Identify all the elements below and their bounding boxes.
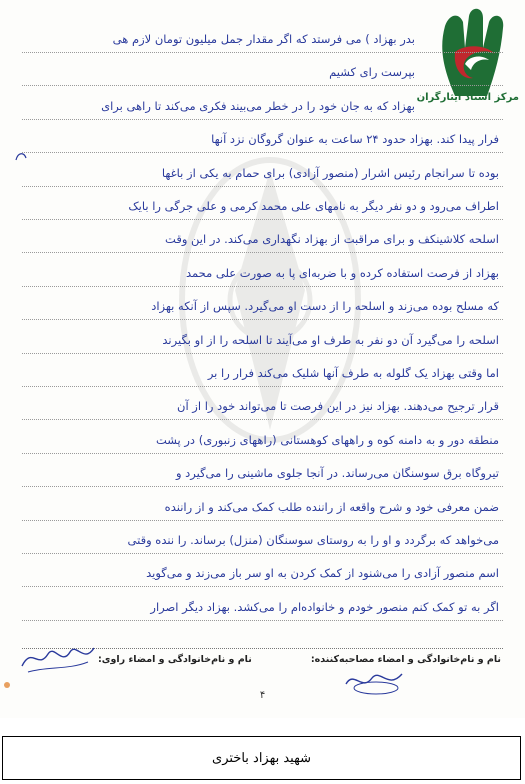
- ruled-line: [22, 353, 503, 354]
- ruled-line: [22, 486, 503, 487]
- ruled-line: [22, 52, 503, 53]
- handwritten-line: اسلحه کلاشینکف و برای مراقبت از بهزاد نگهداری می‌کند. در این وقت: [165, 232, 499, 247]
- handwritten-line: اما وقتی بهزاد یک گلوله به طرف آنها شلیک می‌کند فرار را بر: [207, 366, 499, 380]
- handwritten-line: اگر به تو کمک کنم منصور خودم و خانواده‌ام را می‌کشد. بهزاد دیگر اصرار: [150, 599, 499, 614]
- archive-logo-icon: [425, 8, 517, 104]
- handwritten-line: فرار پیدا کند. بهزاد حدود ۲۴ ساعت به عنوان گروگان نزد آنها: [211, 132, 499, 147]
- handwritten-line: منطقه دور و به دامنه کوه و راههای کوهستانی (راههای زنبوری) در پشت: [155, 432, 499, 447]
- handwritten-line: اسلحه را می‌گیرد آن دو نفر به طرف او می‌آیند تا اسلحه را از او بگیرند: [162, 332, 499, 347]
- handwritten-line: بهزاد از فرصت استفاده کرده و با ضربه‌ای پا به صورت علی محمد: [185, 265, 499, 280]
- ruled-line: [22, 419, 503, 420]
- ruled-line: [22, 85, 503, 86]
- ruled-line: [22, 553, 503, 554]
- ruled-line: [22, 620, 503, 621]
- ruled-line: [22, 119, 503, 120]
- ruled-line: [22, 520, 503, 521]
- ruled-line: [22, 219, 503, 220]
- margin-mark-icon: [14, 150, 28, 164]
- handwritten-line: اسم منصور آزادی را می‌شنود از کمک کردن به او سر باز می‌زند و می‌گوید: [146, 566, 499, 581]
- handwritten-line: اطراف می‌رود و دو نفر دیگر به نامهای علی محمد کرمی و علی جرگی را بایک: [128, 199, 499, 213]
- handwritten-line: بوده تا سرانجام رئیس اشرار (منصور آزادی) برای حمام به یکی از باغها: [161, 165, 499, 180]
- caption-box: [2, 736, 521, 780]
- handwritten-line: ضمن معرفی خود و شرح واقعه از راننده طلب کمک می‌کند و از راننده: [164, 499, 499, 514]
- narrator-signature-icon: [18, 636, 98, 676]
- logo-caption: مرکز اسناد ایثارگران: [416, 92, 519, 103]
- handwritten-line: بدر بهزاد ) می فرستد که اگر مقدار جمل میلیون تومان لازم هی: [112, 32, 415, 46]
- narrator-signature-label: نام و نام‌خانوادگی و امضاء راوی:: [98, 654, 252, 665]
- handwritten-line: بهزاد که به جان خود را در خطر می‌بیند فکری می‌کند تا راهی برای: [101, 98, 415, 113]
- ruled-line: [22, 252, 503, 253]
- ruled-line: [22, 386, 503, 387]
- ruled-line: [22, 152, 503, 153]
- handwritten-line: می‌خواهد که برگردد و او را به روستای سوسنگان (منزل) برساند. را ننده وقتی: [127, 533, 499, 547]
- ruled-line: [22, 186, 503, 187]
- margin-dot: [4, 682, 10, 688]
- ruled-line: [22, 286, 503, 287]
- ruled-line: [22, 586, 503, 587]
- handwritten-line: بپرست رای کشیم: [329, 65, 415, 80]
- page-number: ۴: [259, 690, 266, 701]
- interviewer-signature-label: نام و نام‌خانوادگی و امضاء مصاحبه‌کننده:: [310, 654, 501, 665]
- ruled-line: [22, 319, 503, 320]
- ruled-line: [22, 453, 503, 454]
- caption-title: شهید بهزاد باختری: [212, 750, 311, 766]
- handwritten-line: که مسلح بوده می‌زند و اسلحه را از دست او می‌گیرد. سپس از آنکه بهزاد: [151, 299, 499, 314]
- handwritten-line: قرار ترجیح می‌دهند. بهزاد نیز در این فرصت تا می‌تواند خود را از آن: [177, 399, 499, 414]
- handwritten-line: تیروگاه برق سوسنگان می‌رساند. در آنجا جلوی ماشینی را می‌گیرد و: [175, 466, 499, 481]
